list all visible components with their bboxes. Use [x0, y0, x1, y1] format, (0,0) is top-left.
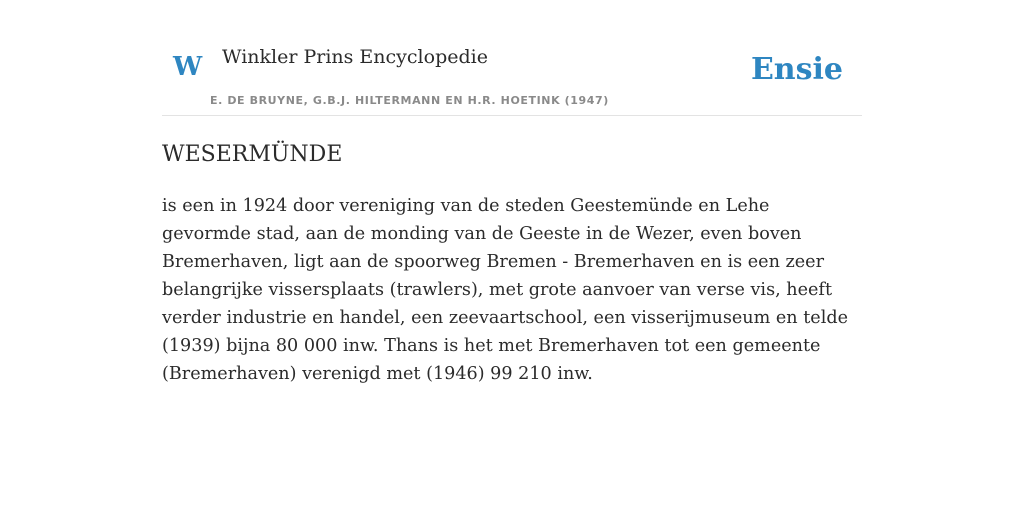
encyclopedia-title: Winkler Prins Encyclopedie: [222, 46, 488, 68]
ensie-logo-link[interactable]: Ensie: [750, 52, 843, 87]
article: [162, 140, 862, 388]
article-body: is een in 1924 door vereniging van de steden Geestemünde en Lehe gevormde stad, aan de monding van de Geeste in de Wezer, even boven Bremerhaven, ligt aan de spoorweg Bremen - Bremerhaven en is een zeer belangrijke vissersplaats (trawlers), met grote aanvoer van verse vis, heeft verder industrie en handel, een zeevaartschool, een visserijmuseum en telde (1939) bijna 80 000 inw. Thans is het met Bremerhaven tot een gemeente (Bremerhaven) verenigd met (1946) 99 210 inw.: [162, 196, 849, 384]
winkler-prins-logo-link[interactable]: W: [173, 52, 203, 82]
page-header: [162, 40, 862, 116]
article-title: WESERMÜNDE: [162, 142, 343, 167]
encyclopedia-authors: E. DE BRUYNE, G.B.J. HILTERMANN EN H.R. HOETINK (1947): [210, 94, 609, 107]
